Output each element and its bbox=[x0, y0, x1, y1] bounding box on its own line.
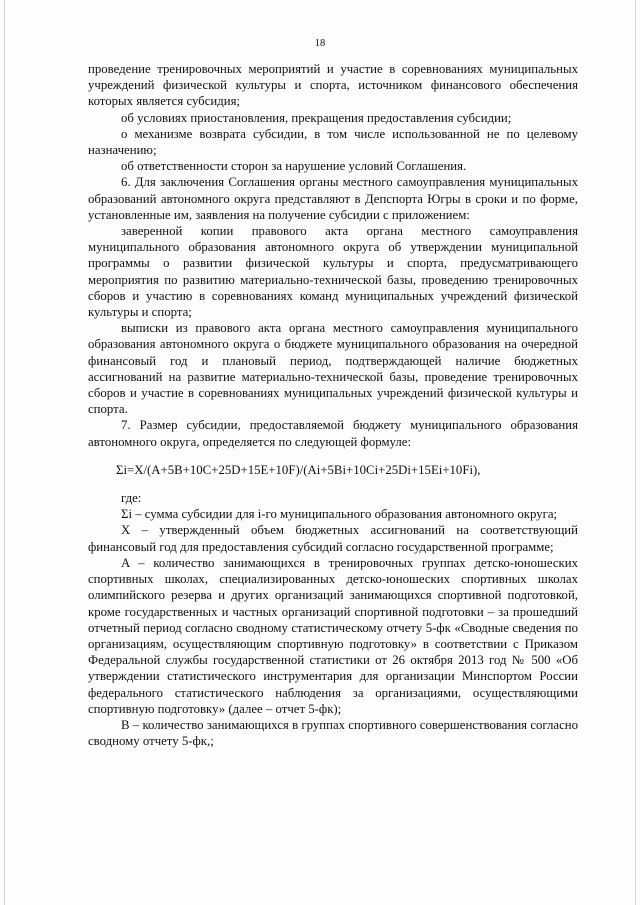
document-body bbox=[88, 61, 578, 749]
definition-sigma: Σi – сумма субсидии для i-го муниципального образования автономного округа; bbox=[121, 507, 558, 522]
paragraph-liability: об ответственности сторон за нарушение условий Соглашения. bbox=[121, 159, 467, 174]
where-label: где: bbox=[121, 491, 142, 506]
paragraph-refund-mechanism: о механизме возврата субсидии, в том числе использованной не по целевому назначению; bbox=[88, 126, 578, 158]
scan-right-edge bbox=[635, 0, 636, 905]
paragraph-budget-extract: выписки из правового акта органа местного самоуправления муниципального образования автономного округа о бюджете муниципального образования на очередной финансовый год и плановый период, подтверждающей наличие бюджетных ассигнований на развитие материально-технической базы, проведение тренировочных сборов и участие в соревнованиях муниципальных учреждений физической культуры и спорта. bbox=[88, 321, 578, 417]
paragraph-item-7: 7. Размер субсидии, предоставляемой бюджету муниципального образования автономного округа, определяется по следующей формуле: bbox=[88, 418, 578, 449]
page-number: 18 bbox=[314, 38, 326, 49]
paragraph-item-6: 6. Для заключения Соглашения органы местного самоуправления муниципальных образований автономного округа представляют в Депспорта Югры в сроки и по форме, установленные им, заявления на получение субсидии с приложением: bbox=[88, 175, 578, 222]
paragraph-certified-copy: заверенной копии правового акта органа местного самоуправления муниципального образования автономного округа об утверждении муниципальной программы о развитии физической культуры и спорта, предусматривающего мероприятия по развитию материально-технической базы, проведению тренировочных сборов и участию в соревнованиях команд муниципальных учреждений физической культуры и спорта; bbox=[88, 224, 578, 320]
definition-x: X – утвержденный объем бюджетных ассигнований на соответствующий финансовый год для предоставления субсидий согласно государственной программе; bbox=[88, 523, 578, 554]
definition-a: A – количество занимающихся в тренировочных группах детско-юношеских спортивных школах, специализированных детско-юношеских спортивных школах олимпийского резерва и других организаций занимающихся спортивной подготовкой, кроме государственных и частных организаций спортивной подготовки – за прошедший отчетный период согласно сводному статистическому отчету 5-фк «Сводные сведения по организациям, осуществляющим спортивную подготовку» в соответствии с Приказом Федеральной службы государственной статистики от 26 октября 2013 год № 500 «Об утверждении статистического инструментария для организации Минспортом России федерального статистического наблюдения за организациями, осуществляющими спортивную подготовку» (далее – отчет 5-фк); bbox=[88, 555, 578, 716]
paragraph-suspension-conditions: об условиях приостановления, прекращения предоставления субсидии; bbox=[121, 110, 512, 125]
definition-b: B – количество занимающихся в группах спортивного совершенствования согласно сводному отчету 5-фк,; bbox=[88, 717, 578, 749]
scan-left-edge bbox=[4, 0, 5, 905]
paragraph-continuation: проведение тренировочных мероприятий и участие в соревнованиях муниципальных учреждений физической культуры и спорта, источником финансового обеспечения которых является субсидия; bbox=[88, 62, 578, 109]
subsidy-formula: Σi=X/(A+5B+10C+25D+15E+10F)/(Ai+5Bi+10Ci+25Di+15Ei+10Fi), bbox=[116, 462, 481, 477]
